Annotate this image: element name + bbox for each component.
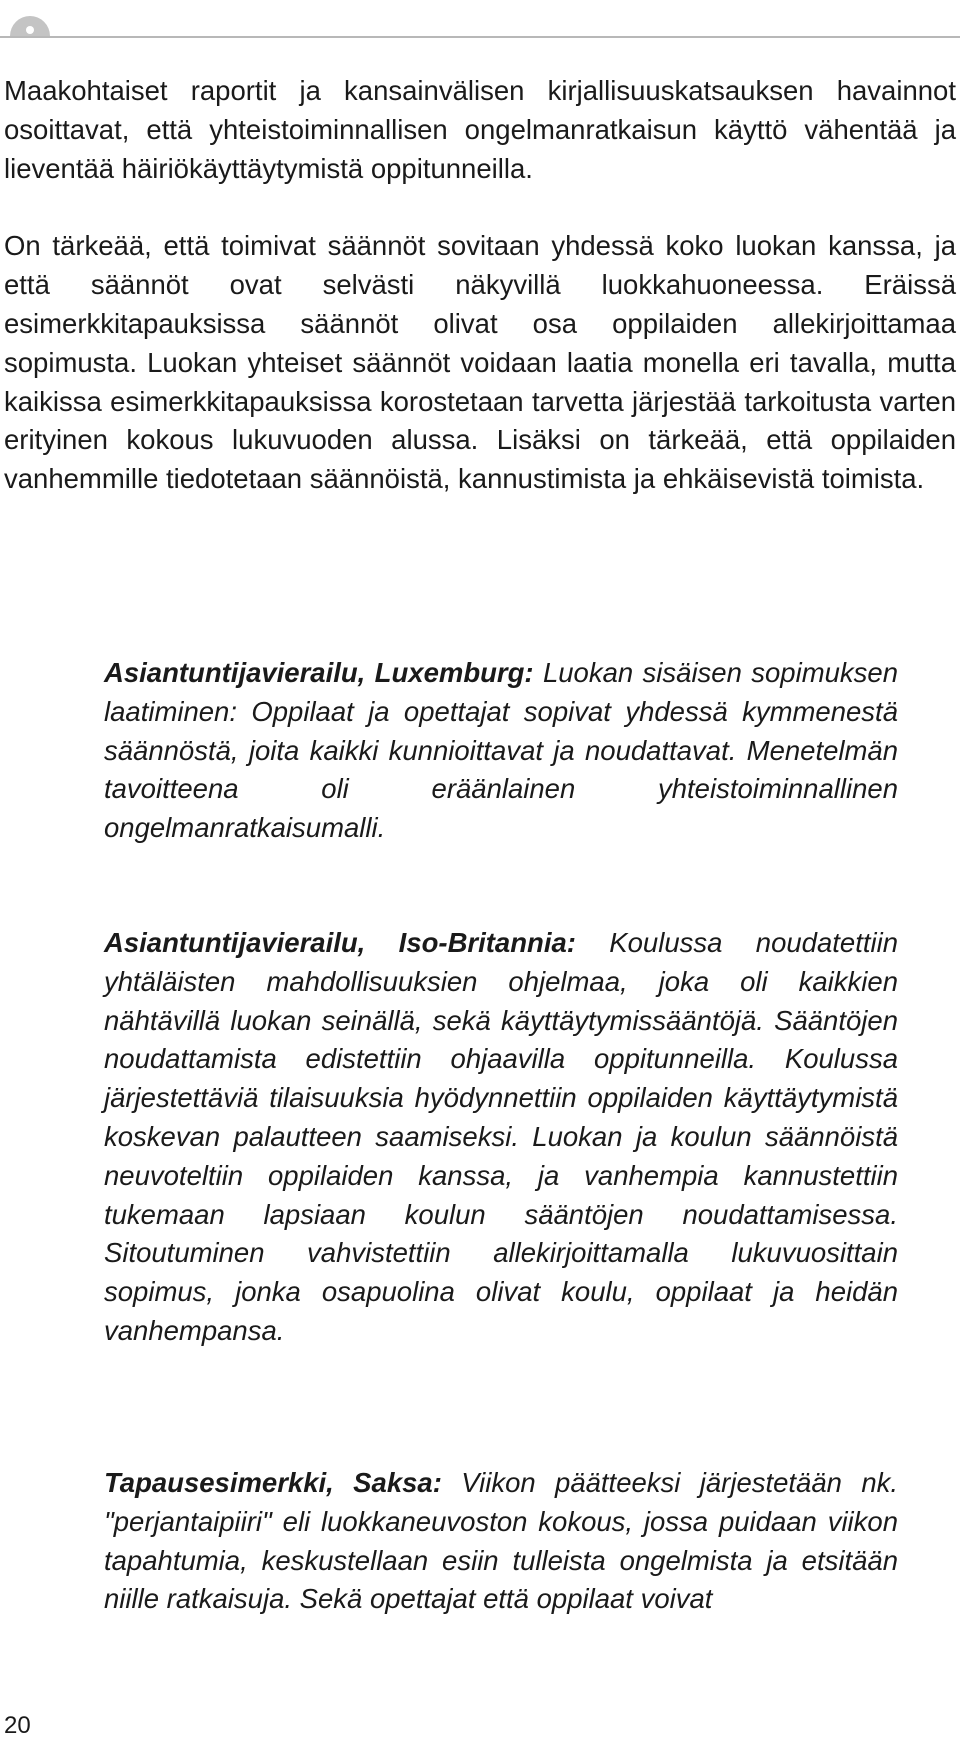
case-study-united-kingdom bbox=[104, 924, 898, 1351]
paragraph-1: Maakohtaiset raportit ja kansainvälisen kirjallisuuskatsauksen havainnot osoittavat, että yhteistoiminnallisen ongelmanratkaisun käyttö vähentää ja lieventää häiriökäyttäytymistä oppitunneilla. bbox=[4, 75, 956, 184]
case-label: Asiantuntijavierailu, Luxemburg: bbox=[104, 657, 534, 688]
paragraph-2: On tärkeää, että toimivat säännöt sovitaan yhdessä koko luokan kanssa, ja että säännöt ovat selvästi näkyvillä luokkahuoneessa. Eräissä esimerkkitapauksissa säännöt olivat osa oppilaiden allekirjoittamaa sopimusta. Luokan yhteiset säännöt voidaan laatia monella eri tavalla, mutta kaikissa esimerkkitapauksissa korostetaan tarvetta järjestää tarkoitusta varten erityinen kokous lukuvuoden alussa. Lisäksi on tärkeää, että oppilaiden vanhemmille tiedotetaan säännöistä, kannustimista ja ehkäisevistä toimista. bbox=[4, 230, 956, 495]
case-study-germany bbox=[104, 1464, 898, 1619]
case-text: Viikon päätteeksi järjestetään nk. "perjantaipiiri" eli luokkaneuvoston kokous, jossa puidaan viikon tapahtumia, keskustellaan esiin tulleista ongelmista ja etsitään niille ratkaisuja. Sekä opettajat että oppilaat voivat bbox=[104, 1467, 899, 1615]
case-label: Asiantuntijavierailu, Iso-Britannia: bbox=[104, 927, 576, 958]
corner-decoration-icon bbox=[0, 0, 60, 40]
page-number: 20 bbox=[4, 1712, 31, 1739]
case-text: Koulussa noudatettiin yhtäläisten mahdollisuuksien ohjelmaa, joka oli kaikkien nähtävillä luokan seinällä, sekä käyttäytymissääntöjä. Sääntöjen noudattamista edistettiin ohjaavilla oppitunneilla. Koulussa järjestettäviä tilaisuuksia hyödynnettiin oppilaiden käyttäytymistä koskevan palautteen saamiseksi. Luokan ja koulun säännöistä neuvoteltiin oppilaiden kanssa, ja vanhempia kannustettiin tukemaan lapsiaan koulun sääntöjen noudattamisessa. Sitoutuminen vahvistettiin allekirjoittamalla lukuvuosittain sopimus, jonka osapuolina olivat koulu, oppilaat ja heidän vanhempansa. bbox=[104, 927, 898, 1346]
case-study-luxembourg bbox=[104, 654, 898, 848]
header-rule bbox=[0, 36, 960, 38]
case-text: Luokan sisäisen sopimuksen laatiminen: Oppilaat ja opettajat sopivat yhdessä kymmenestä säännöstä, joita kaikki kunnioittavat ja noudattavat. Menetelmän tavoitteena oli eräänlainen yhteistoiminnallinen ongelmanratkaisumalli. bbox=[104, 657, 898, 844]
case-label: Tapausesimerkki, Saksa: bbox=[104, 1467, 442, 1498]
main-body-text bbox=[4, 72, 956, 538]
